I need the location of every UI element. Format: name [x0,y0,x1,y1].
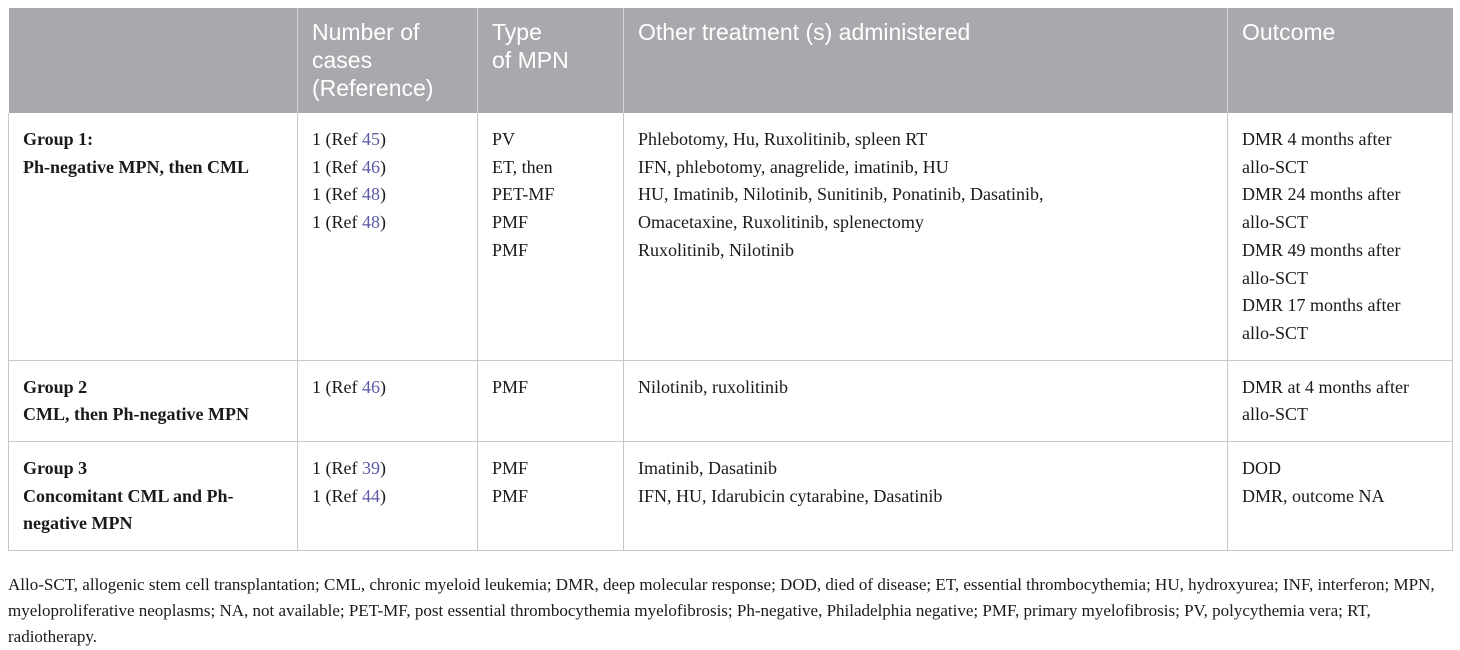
header-row [9,8,1453,113]
case-entry: 1 (Ref 39) [312,458,386,479]
outcome-entry: allo-SCT [1242,404,1308,425]
reference-link[interactable]: 46 [361,156,380,177]
treatment-cell [624,442,1228,551]
reference-link[interactable]: 46 [361,376,380,397]
group-description: CML, then Ph-negative MPN [23,404,249,425]
outcome-cell [1228,442,1453,551]
cases-cell [298,442,478,551]
table-footnote: Allo-SCT, allogenic stem cell transplantation; CML, chronic myeloid leukemia; DMR, deep molecular response; DOD, died of disease; ET, essential thrombocythemia; HU, hydroxyurea; INF, interferon; MPN, myeloproliferative neoplasms; NA, not available; PET-MF, post essential thrombocythemia myelofibrosis; Ph-negative, Philadelphia negative; PMF, primary myelofibrosis; PV, polycythemia vera; RT, radiotherapy. [8,575,1435,646]
type-cell [478,442,624,551]
header-line: Number of [312,19,420,45]
type-entry: PV [492,129,516,149]
reference-link[interactable]: 39 [361,458,380,479]
type-entry: ET, then [492,156,553,177]
outcome-cell [1228,113,1453,360]
outcome-entry: DMR 24 months after [1242,184,1401,205]
treatment-cell [624,113,1228,360]
treatment-entry: IFN, HU, Idarubicin cytarabine, Dasatinib [638,485,943,506]
group-description: Ph-negative MPN, then CML [23,156,249,177]
outcome-entry: allo-SCT [1242,322,1308,343]
reference-link[interactable]: 48 [361,184,380,205]
header-line: of MPN [492,47,569,73]
cases-cell [298,360,478,441]
group-description: Concomitant CML and Ph-negative MPN [23,485,234,534]
case-entry: 1 (Ref 45) [312,129,386,149]
header-line: Other treatment (s) administered [638,19,971,45]
outcome-entry: DMR, outcome NA [1242,485,1385,506]
type-entry: PMF [492,485,529,506]
type-entry: PMF [492,376,529,397]
outcome-entry: DMR 17 months after [1242,295,1401,316]
group-cell [9,113,298,360]
table-body [9,113,1453,551]
type-entry: PMF [492,212,529,233]
reference-link[interactable]: 48 [361,212,380,233]
header-other-treatments [624,8,1228,113]
outcome-entry: allo-SCT [1242,156,1308,177]
header-outcome [1228,8,1453,113]
data-table [8,8,1453,551]
treatment-entry: Ruxolitinib, Nilotinib [638,239,795,260]
case-entry: 1 (Ref 44) [312,485,386,506]
treatment-entry: Omacetaxine, Ruxolitinib, splenectomy [638,212,924,233]
header-line: Type [492,19,542,45]
treatment-entry: IFN, phlebotomy, anagrelide, imatinib, HU [638,156,949,177]
table-header [9,8,1453,113]
outcome-entry: allo-SCT [1242,267,1308,288]
cases-cell [298,113,478,360]
outcome-entry: allo-SCT [1242,212,1308,233]
case-entry: 1 (Ref 46) [312,376,386,397]
header-line: Outcome [1242,19,1336,45]
group-title: Group 1: [23,129,94,149]
type-entry: PMF [492,239,529,260]
group-cell [9,360,298,441]
group-cell [9,442,298,551]
outcome-entry: DMR at 4 months after [1242,376,1409,397]
table-row-group-2 [9,360,1453,441]
treatment-cell [624,360,1228,441]
case-entry: 1 (Ref 46) [312,156,386,177]
treatment-entry: HU, Imatinib, Nilotinib, Sunitinib, Ponatinib, Dasatinib, [638,184,1044,205]
table-row-group-1 [9,113,1453,360]
header-line: cases [312,47,373,73]
type-entry: PET-MF [492,184,555,205]
case-entry: 1 (Ref 48) [312,212,386,233]
header-type-of-mpn [478,8,624,113]
group-title: Group 3 [23,458,88,479]
header-number-of-cases [298,8,478,113]
header-group [9,8,298,113]
outcome-entry: DMR 4 months after [1242,129,1392,149]
type-cell [478,360,624,441]
outcome-entry: DOD [1242,458,1281,479]
reference-link[interactable]: 44 [361,485,380,506]
table-row-group-3 [9,442,1453,551]
type-entry: PMF [492,458,529,479]
header-line: (Reference) [312,75,434,101]
treatment-entry: Imatinib, Dasatinib [638,458,777,479]
reference-link[interactable]: 45 [361,129,380,149]
type-cell [478,113,624,360]
outcome-cell [1228,360,1453,441]
treatment-entry: Phlebotomy, Hu, Ruxolitinib, spleen RT [638,129,928,149]
table-container [8,8,1452,551]
case-entry: 1 (Ref 48) [312,184,386,205]
group-title: Group 2 [23,376,88,397]
treatment-entry: Nilotinib, ruxolitinib [638,376,789,397]
outcome-entry: DMR 49 months after [1242,239,1401,260]
